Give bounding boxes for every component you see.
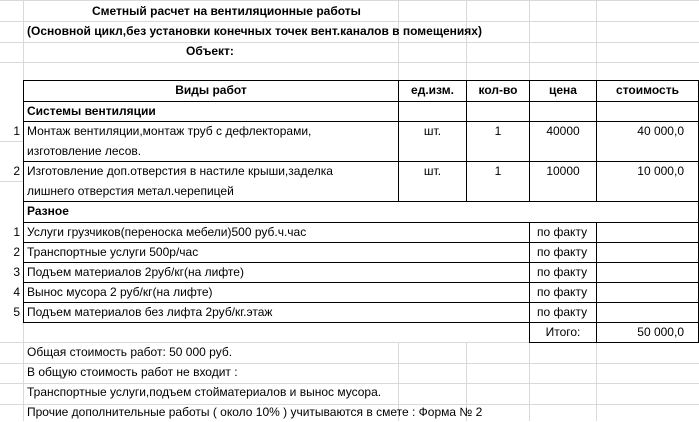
row-number: 4 bbox=[13, 285, 20, 299]
row-number: 5 bbox=[13, 305, 20, 319]
section-misc: Разное bbox=[27, 204, 69, 218]
work-description-line: Монтаж вентиляции,монтаж труб с дефлекторами, bbox=[27, 124, 312, 138]
cost-cell: 40 000,0 bbox=[637, 124, 684, 138]
service-name: Услуги грузчиков(переноска мебели)500 руб.ч.час bbox=[27, 225, 307, 239]
price-cell: по факту bbox=[537, 305, 588, 319]
price-cell: по факту bbox=[537, 225, 588, 239]
price-cell: 10000 bbox=[546, 164, 580, 178]
price-cell: по факту bbox=[537, 265, 588, 279]
price-cell: по факту bbox=[537, 285, 588, 299]
unit-cell: шт. bbox=[423, 164, 442, 178]
section-ventilation: Системы вентиляции bbox=[27, 104, 156, 118]
estimate-subtitle: (Основной цикл,без установки конечных точек вент.каналов в помещениях) bbox=[27, 24, 482, 38]
service-name: Подъем материалов 2руб/кг(на лифте) bbox=[27, 265, 244, 279]
total-label: Итого: bbox=[545, 325, 581, 339]
note-total-cost: Общая стоимость работ: 50 000 руб. bbox=[27, 345, 233, 359]
row-number: 1 bbox=[13, 124, 20, 138]
note-other-works: Прочие дополнительные работы ( около 10% ) учитываются в смете : Форма № 2 bbox=[27, 405, 483, 419]
row-number: 2 bbox=[13, 164, 20, 178]
object-label: Объект: bbox=[186, 44, 234, 58]
column-header-work: Виды работ bbox=[175, 83, 247, 97]
work-description-line: лишнего отверстия метал.черепицей bbox=[27, 184, 234, 198]
service-name: Транспортные услуги 500р/час bbox=[27, 245, 199, 259]
row-number: 2 bbox=[13, 245, 20, 259]
note-not-included: В общую стоимость работ не входит : bbox=[27, 365, 238, 379]
unit-cell: шт. bbox=[423, 124, 442, 138]
column-header-price: цена bbox=[549, 83, 577, 97]
service-name: Вынос мусора 2 руб/кг(на лифте) bbox=[27, 285, 213, 299]
work-description-line: Изготовление доп.отверстия в настиле крыши,заделка bbox=[27, 164, 333, 178]
row-number: 3 bbox=[13, 265, 20, 279]
column-header-cost: стоимость bbox=[616, 83, 679, 97]
row-number: 1 bbox=[13, 225, 20, 239]
column-header-unit: ед.изм. bbox=[411, 83, 454, 97]
qty-cell: 1 bbox=[494, 164, 502, 178]
total-value: 50 000,0 bbox=[637, 325, 684, 339]
price-cell: 40000 bbox=[546, 124, 580, 138]
qty-cell: 1 bbox=[494, 124, 502, 138]
cost-cell: 10 000,0 bbox=[637, 164, 684, 178]
column-header-qty: кол-во bbox=[478, 83, 518, 97]
note-excluded-items: Транспортные услуги,подъем стойматериалов и вынос мусора. bbox=[27, 385, 382, 399]
price-cell: по факту bbox=[537, 245, 588, 259]
work-description-line: изготовление лесов. bbox=[27, 144, 142, 158]
estimate-title: Сметный расчет на вентиляционные работы bbox=[92, 4, 361, 18]
service-name: Подъем материалов без лифта 2руб/кг.этаж bbox=[27, 305, 273, 319]
